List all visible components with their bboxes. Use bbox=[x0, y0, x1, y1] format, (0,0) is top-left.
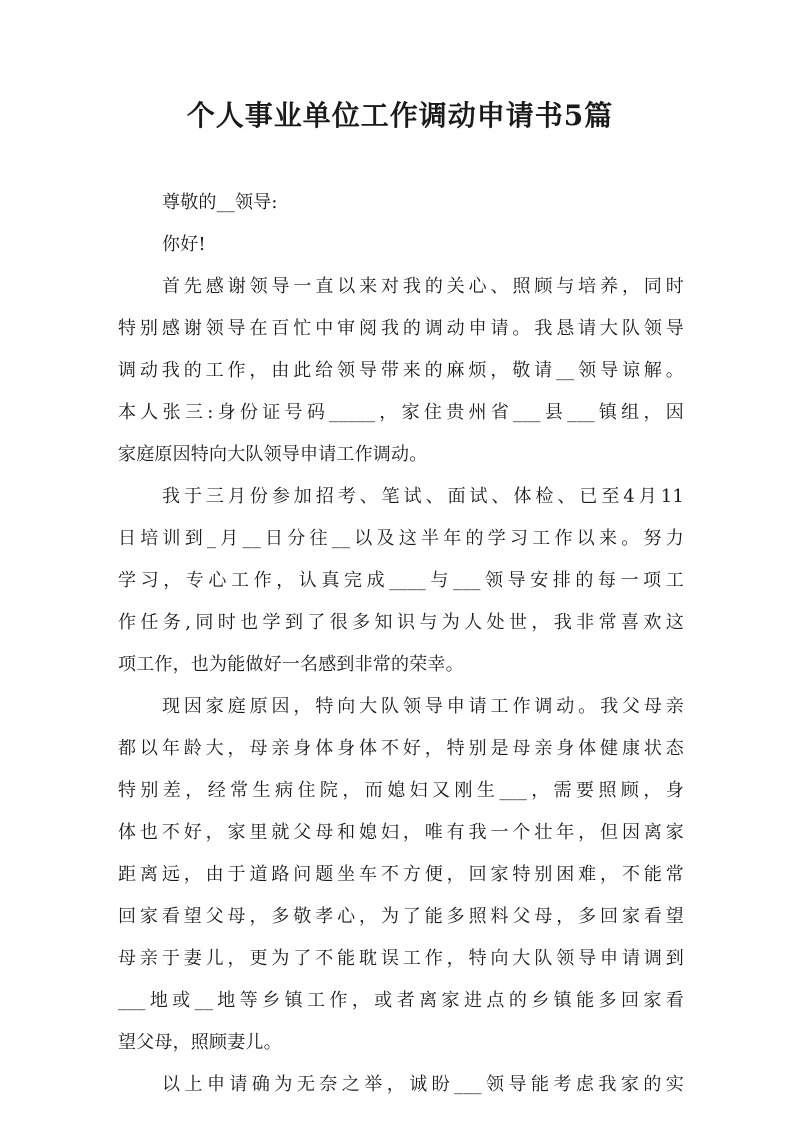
paragraph-4 bbox=[118, 1064, 684, 1106]
greeting bbox=[118, 224, 684, 266]
paragraph-1 bbox=[118, 266, 684, 476]
document-title: 个人事业单位工作调动申请书5篇 bbox=[186, 99, 614, 132]
salutation bbox=[118, 182, 684, 224]
salutation-line: 尊敬的__领导: bbox=[162, 192, 278, 213]
paragraph-line: ___地或__地等乡镇工作，或者离家进点的乡镇能多回家看 bbox=[118, 990, 684, 1011]
paragraph-line: 都以年龄大，母亲身体身体不好，特别是母亲身体健康状态 bbox=[118, 738, 684, 759]
document-body bbox=[118, 182, 684, 1106]
paragraph-line: 回家看望父母，多敬孝心，为了能多照料父母，多回家看望 bbox=[118, 906, 684, 927]
paragraph-line: 调动我的工作，由此给领导带来的麻烦，敬请__领导谅解。 bbox=[118, 360, 684, 381]
paragraph-3 bbox=[118, 686, 684, 1064]
paragraph-line: 望父母，照顾妻儿。 bbox=[118, 1032, 282, 1053]
paragraph-line: 首先感谢领导一直以来对我的关心、照顾与培养，同时 bbox=[162, 276, 684, 297]
greeting-line: 你好! bbox=[162, 234, 206, 255]
paragraph-line: 我于三月份参加招考、笔试、面试、体检、已至4月11 bbox=[162, 486, 684, 507]
paragraph-line: 作任务,同时也学到了很多知识与为人处世，我非常喜欢这 bbox=[118, 612, 684, 633]
paragraph-2 bbox=[118, 476, 684, 686]
paragraph-line: 特别差，经常生病住院，而媳妇又刚生___，需要照顾，身 bbox=[118, 780, 684, 801]
paragraph-line: 现因家庭原因，特向大队领导申请工作调动。我父母亲 bbox=[162, 696, 684, 717]
paragraph-line: 距离远，由于道路问题坐车不方便，回家特别困难，不能常 bbox=[118, 864, 684, 885]
paragraph-line: 母亲于妻儿，更为了不能耽误工作，特向大队领导申请调到 bbox=[118, 948, 684, 969]
paragraph-line: 体也不好，家里就父母和媳妇，唯有我一个壮年，但因离家 bbox=[118, 822, 684, 843]
paragraph-line: 特别感谢领导在百忙中审阅我的调动申请。我恳请大队领导 bbox=[118, 318, 684, 339]
paragraph-line: 项工作，也为能做好一名感到非常的荣幸。 bbox=[118, 654, 464, 675]
paragraph-line: 日培训到_月__日分往__以及这半年的学习工作以来。努力 bbox=[118, 528, 684, 549]
paragraph-line: 家庭原因特向大队领导申请工作调动。 bbox=[118, 444, 428, 465]
paragraph-line: 本人张三:身份证号码_____，家住贵州省___县___镇组，因 bbox=[118, 402, 684, 423]
paragraph-line: 以上申请确为无奈之举，诚盼___领导能考虑我家的实 bbox=[162, 1074, 684, 1095]
paragraph-line: 学习，专心工作，认真完成____与___领导安排的每一项工 bbox=[118, 570, 684, 591]
